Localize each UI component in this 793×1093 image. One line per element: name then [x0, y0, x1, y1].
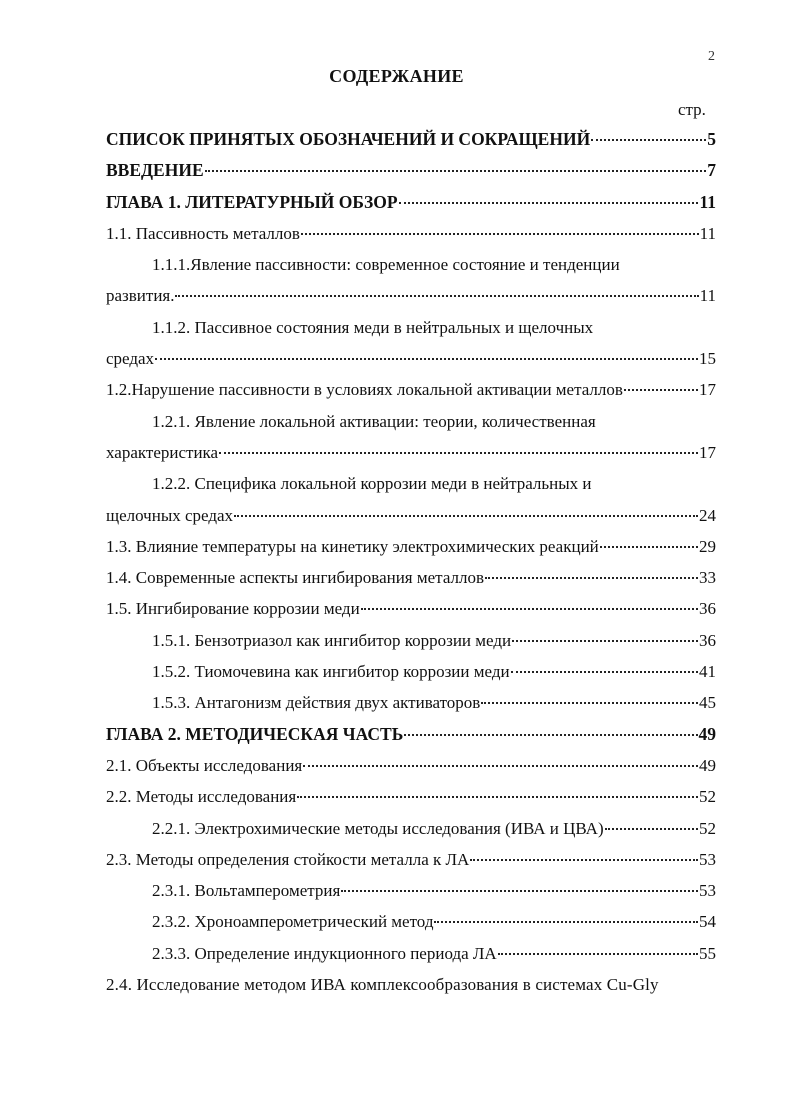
toc-entry-1-5-3[interactable] — [106, 687, 716, 718]
dot-leader — [481, 702, 698, 704]
toc-entry-page: 49 — [698, 723, 716, 744]
toc-entry-1-2-1[interactable] — [106, 406, 716, 469]
dot-leader — [361, 608, 698, 610]
toc-entry-title: 1.5.3. Антагонизм действия двух активаторов — [152, 693, 481, 713]
toc-entry-title: 2.3.1. Вольтамперометрия — [152, 881, 341, 901]
toc-entry-title: ГЛАВА 2. МЕТОДИЧЕСКАЯ ЧАСТЬ — [106, 723, 404, 744]
toc-entry-page: 5 — [707, 129, 716, 149]
toc-entry-title: 1.5. Ингибирование коррозии меди — [106, 599, 360, 619]
dot-leader — [297, 796, 698, 798]
toc-entry-1-5-2[interactable] — [106, 656, 716, 687]
toc-entry-title: ГЛАВА 1. ЛИТЕРАТУРНЫЙ ОБЗОР — [106, 191, 398, 212]
toc-entry-2-3[interactable] — [106, 844, 716, 875]
dot-leader — [485, 577, 698, 579]
toc-entry-page: 11 — [699, 191, 716, 212]
toc-entry-title: 2.1. Объекты исследования — [106, 755, 303, 775]
toc-entry-title: 2.2. Методы исследования — [106, 787, 297, 807]
toc-entry-1-2[interactable] — [106, 374, 716, 405]
toc-entry-title-line-1: 1.2.1. Явление локальной активации: теории, количественная — [152, 411, 596, 431]
toc-entry-title-line-1: 1.1.1.Явление пассивности: современное состояние и тенденции — [152, 255, 620, 275]
toc-entry-title-line-2: щелочных средах — [106, 505, 234, 525]
toc-entry-title-line-1: 1.1.2. Пассивное состояния меди в нейтральных и щелочных — [152, 317, 594, 337]
toc-entry-introduction[interactable] — [106, 155, 716, 186]
toc-entry-title: 1.4. Современные аспекты ингибирования металлов — [106, 568, 485, 588]
dot-leader — [434, 921, 698, 923]
toc-entry-2-1[interactable] — [106, 750, 716, 781]
toc-entry-page: 49 — [699, 755, 716, 775]
toc-entry-title: СПИСОК ПРИНЯТЫХ ОБОЗНАЧЕНИЙ И СОКРАЩЕНИЙ — [106, 129, 591, 149]
toc-entry-page: 17 — [699, 380, 716, 400]
toc-entry-page: 53 — [699, 881, 716, 901]
toc-entry-1-1-1[interactable] — [106, 249, 716, 312]
toc-entry-1-1[interactable] — [106, 218, 716, 249]
dot-leader — [399, 202, 699, 204]
toc-entry-page: 36 — [699, 599, 716, 619]
dot-leader — [605, 828, 698, 830]
toc-entry-page: 7 — [707, 160, 716, 181]
dot-leader — [155, 358, 698, 360]
toc-entry-title: 2.4. Исследование методом ИВА комплексообразования в системах Cu-Gly — [106, 975, 659, 995]
toc-entry-page: 53 — [699, 849, 716, 869]
toc-entry-2-3-3[interactable] — [106, 938, 716, 969]
toc-entry-page: 36 — [699, 630, 716, 650]
toc-entry-title: 1.2.Нарушение пассивности в условиях локальной активации металлов — [106, 380, 623, 400]
toc-entry-title-line-2: характеристика — [106, 442, 219, 462]
toc-entry-1-5[interactable] — [106, 593, 716, 624]
toc-entry-title: 1.5.2. Тиомочевина как ингибитор коррозии меди — [152, 662, 510, 682]
toc-entry-1-4[interactable] — [106, 562, 716, 593]
toc-entry-title: 2.2.1. Электрохимические методы исследования (ИВА и ЦВА) — [152, 818, 604, 838]
toc-entry-abbreviations[interactable] — [106, 124, 716, 155]
dot-leader — [301, 233, 699, 235]
page-number: 2 — [708, 49, 715, 64]
dot-leader — [512, 640, 698, 642]
toc-entry-title: 2.3.3. Определение индукционного периода ЛА — [152, 943, 497, 963]
toc-entry-2-2-1[interactable] — [106, 813, 716, 844]
toc-entry-2-3-2[interactable] — [106, 906, 716, 937]
toc-entry-title: 1.5.1. Бензотриазол как ингибитор коррозии меди — [152, 630, 512, 650]
toc-entry-title: 2.3. Методы определения стойкости металла к ЛА — [106, 849, 470, 869]
toc-entry-page: 24 — [699, 505, 716, 525]
toc-entry-page: 41 — [699, 662, 716, 682]
page-title: СОДЕРЖАНИЕ — [329, 66, 464, 86]
toc-entry-page: 15 — [699, 349, 716, 369]
toc-entry-title-line-2: развития. — [106, 286, 175, 306]
dot-leader — [303, 765, 698, 767]
toc-entry-page: 17 — [699, 442, 716, 462]
dot-leader — [205, 170, 707, 172]
toc-entry-title-line-2: средах — [106, 349, 155, 369]
toc-entry-1-1-2[interactable] — [106, 312, 716, 375]
toc-entry-page: 29 — [699, 536, 716, 556]
toc-entry-chapter-1[interactable] — [106, 187, 716, 218]
dot-leader — [470, 859, 698, 861]
toc-entry-2-4[interactable] — [106, 969, 716, 1000]
toc-entry-1-2-2[interactable] — [106, 468, 716, 531]
pages-column-label: стр. — [678, 100, 706, 119]
toc-entry-page: 55 — [699, 943, 716, 963]
toc-entry-page: 11 — [699, 223, 716, 243]
dot-leader — [591, 139, 706, 141]
toc-entry-2-3-1[interactable] — [106, 875, 716, 906]
dot-leader — [511, 671, 698, 673]
toc-entry-page: 52 — [699, 818, 716, 838]
dot-leader — [175, 295, 698, 297]
dot-leader — [600, 546, 698, 548]
toc-entry-page: 45 — [699, 693, 716, 713]
toc-entry-page: 33 — [699, 568, 716, 588]
toc-entry-title: 2.3.2. Хроноамперометрический метод — [152, 912, 434, 932]
dot-leader — [404, 734, 697, 736]
dot-leader — [234, 515, 698, 517]
toc-entry-title-line-1: 1.2.2. Специфика локальной коррозии меди в нейтральных и — [152, 474, 592, 494]
dot-leader — [624, 389, 698, 391]
toc-entry-page: 52 — [699, 787, 716, 807]
toc-entry-title: 1.1. Пассивность металлов — [106, 223, 300, 243]
toc-entry-chapter-2[interactable] — [106, 719, 716, 750]
dot-leader — [498, 953, 698, 955]
table-of-contents — [106, 124, 716, 1000]
toc-entry-title: 1.3. Влияние температуры на кинетику электрохимических реакций — [106, 536, 599, 556]
dot-leader — [341, 890, 698, 892]
toc-entry-page: 54 — [699, 912, 716, 932]
toc-entry-page: 11 — [699, 286, 716, 306]
toc-entry-1-5-1[interactable] — [106, 625, 716, 656]
toc-entry-title: ВВЕДЕНИЕ — [106, 160, 204, 181]
toc-entry-1-3[interactable] — [106, 531, 716, 562]
toc-entry-2-2[interactable] — [106, 781, 716, 812]
dot-leader — [219, 452, 698, 454]
